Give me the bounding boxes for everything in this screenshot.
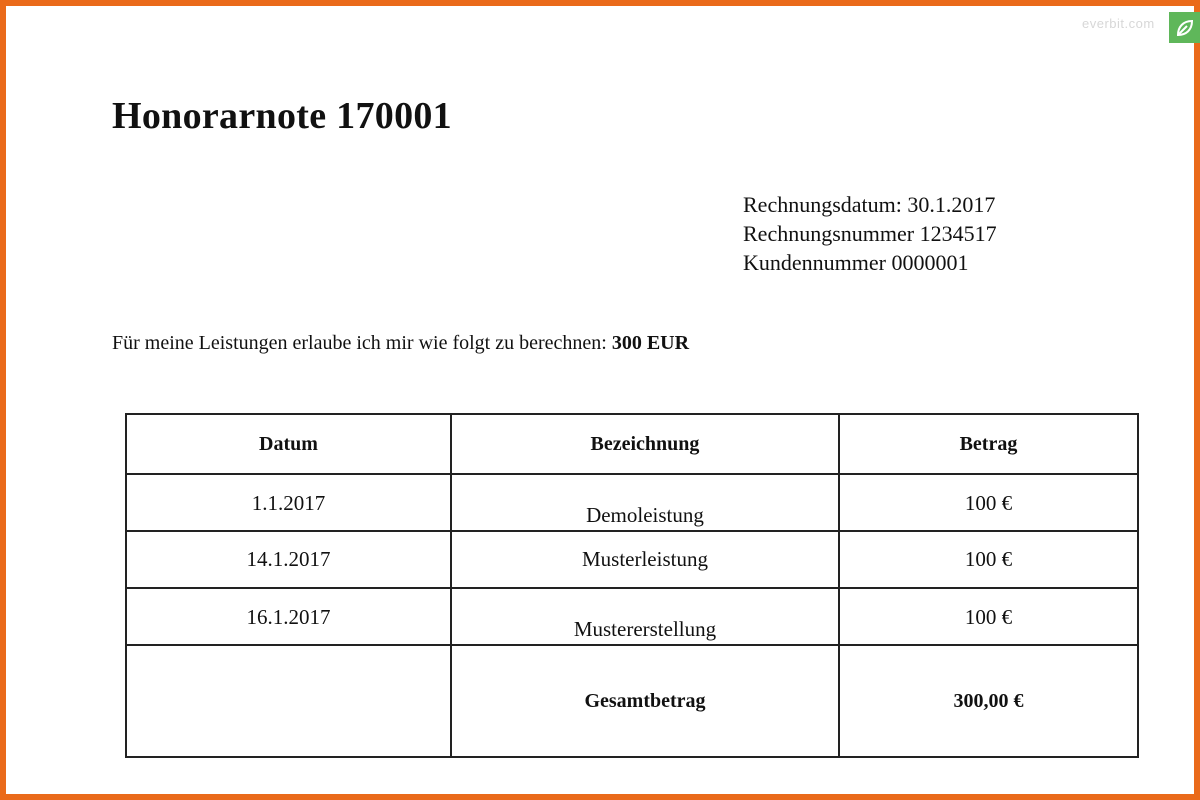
table-header-row (126, 414, 1138, 474)
row-description: Demoleistung (451, 474, 839, 531)
intro-amount: 300 EUR (611, 332, 690, 354)
invoice-meta (743, 190, 997, 277)
intro-text: Für meine Leistungen erlaube ich mir wie folgt zu berechnen: (112, 332, 612, 354)
document-title: Honorarnote 170001 (112, 95, 452, 137)
row-amount: 100 € (839, 474, 1138, 531)
row-date: 16.1.2017 (126, 588, 451, 645)
total-amount: 300,00 € (839, 645, 1138, 757)
table-row (126, 588, 1138, 645)
row-amount: 100 € (839, 531, 1138, 588)
header-description: Bezeichnung (451, 414, 839, 474)
total-row (126, 645, 1138, 757)
invoice-number: Rechnungsnummer 1234517 (743, 221, 997, 246)
leaf-pencil-icon-svg (1174, 17, 1196, 39)
services-table (125, 413, 1139, 758)
watermark: everbit.com (1082, 16, 1155, 31)
leaf-pencil-icon (1169, 12, 1200, 43)
header-amount: Betrag (839, 414, 1138, 474)
total-empty-cell (126, 645, 451, 757)
table-row (126, 474, 1138, 531)
row-date: 1.1.2017 (126, 474, 451, 531)
table-row (126, 531, 1138, 588)
invoice-date: Rechnungsdatum: 30.1.2017 (743, 192, 996, 217)
row-amount: 100 € (839, 588, 1138, 645)
row-date: 14.1.2017 (126, 531, 451, 588)
row-description: Musterleistung (451, 531, 839, 588)
customer-number: Kundennummer 0000001 (743, 250, 969, 275)
total-label: Gesamtbetrag (451, 645, 839, 757)
header-date: Datum (126, 414, 451, 474)
intro-sentence (112, 332, 689, 355)
row-description: Mustererstellung (451, 588, 839, 645)
